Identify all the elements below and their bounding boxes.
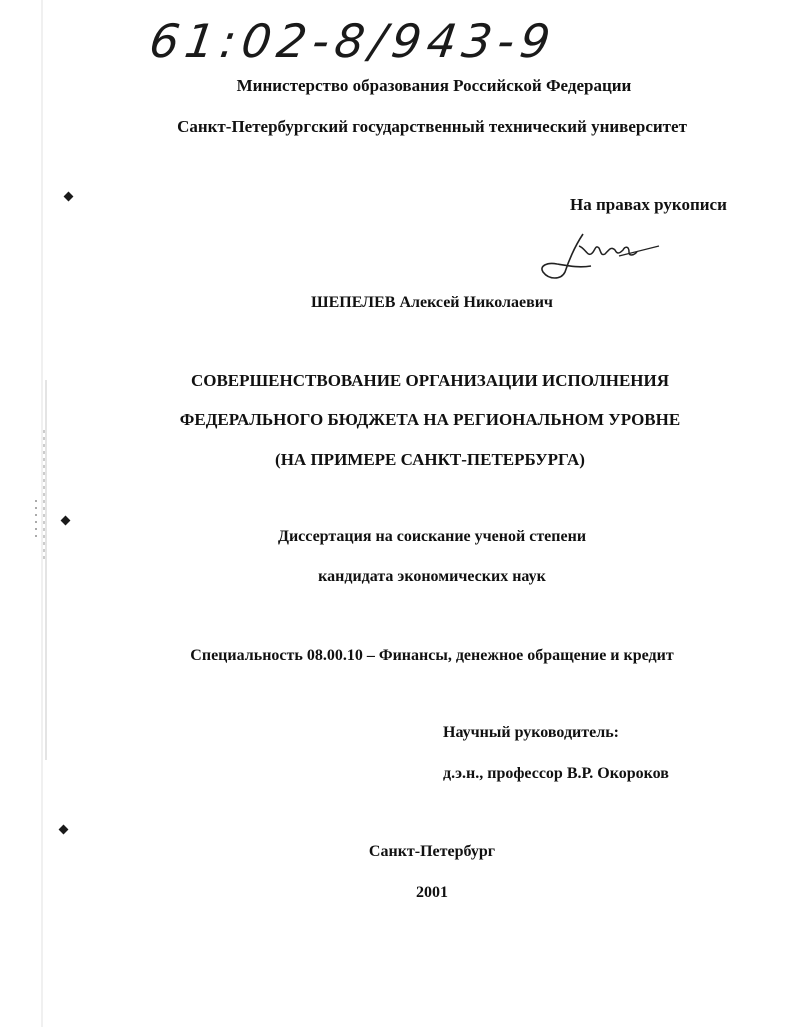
city: Санкт-Петербург <box>368 843 496 860</box>
author-name <box>34 294 796 312</box>
degree-line-2: кандидата экономических наук <box>318 568 546 585</box>
degree-line-1: Диссертация на соискание ученой степени <box>277 528 587 545</box>
scan-edge-artifact <box>30 0 54 1027</box>
thesis-title-line-3: (НА ПРИМЕРЕ САНКТ-ПЕТЕРБУРГА) <box>275 450 585 469</box>
supervisor-label: Научный руководитель: <box>443 724 619 741</box>
thesis-title-line-2: ФЕДЕРАЛЬНОГО БЮДЖЕТА НА РЕГИОНАЛЬНОМ УРОВНЕ <box>179 410 681 429</box>
thesis-title-line-1: СОВЕРШЕНСТВОВАНИЕ ОРГАНИЗАЦИИ ИСПОЛНЕНИЯ <box>190 371 670 390</box>
scan-mark <box>59 825 69 835</box>
author-surname: ШЕПЕЛЕВ <box>311 294 396 311</box>
ministry-name: Министерство образования Российской Федерации <box>236 76 632 95</box>
supervisor-name: д.э.н., профессор В.Р. Окороков <box>443 765 669 782</box>
university-name: Санкт-Петербургский государственный технический университет <box>177 117 687 136</box>
specialty: Специальность 08.00.10 – Финансы, денежное обращение и кредит <box>190 647 674 664</box>
author-signature <box>535 226 665 282</box>
scan-mark <box>64 192 74 202</box>
handwritten-catalog-code: 61:02-8/943-9 <box>146 14 560 68</box>
manuscript-note: На правах рукописи <box>570 195 727 214</box>
year: 2001 <box>416 884 448 901</box>
author-given-names: Алексей Николаевич <box>399 294 553 311</box>
scan-mark <box>61 516 71 526</box>
